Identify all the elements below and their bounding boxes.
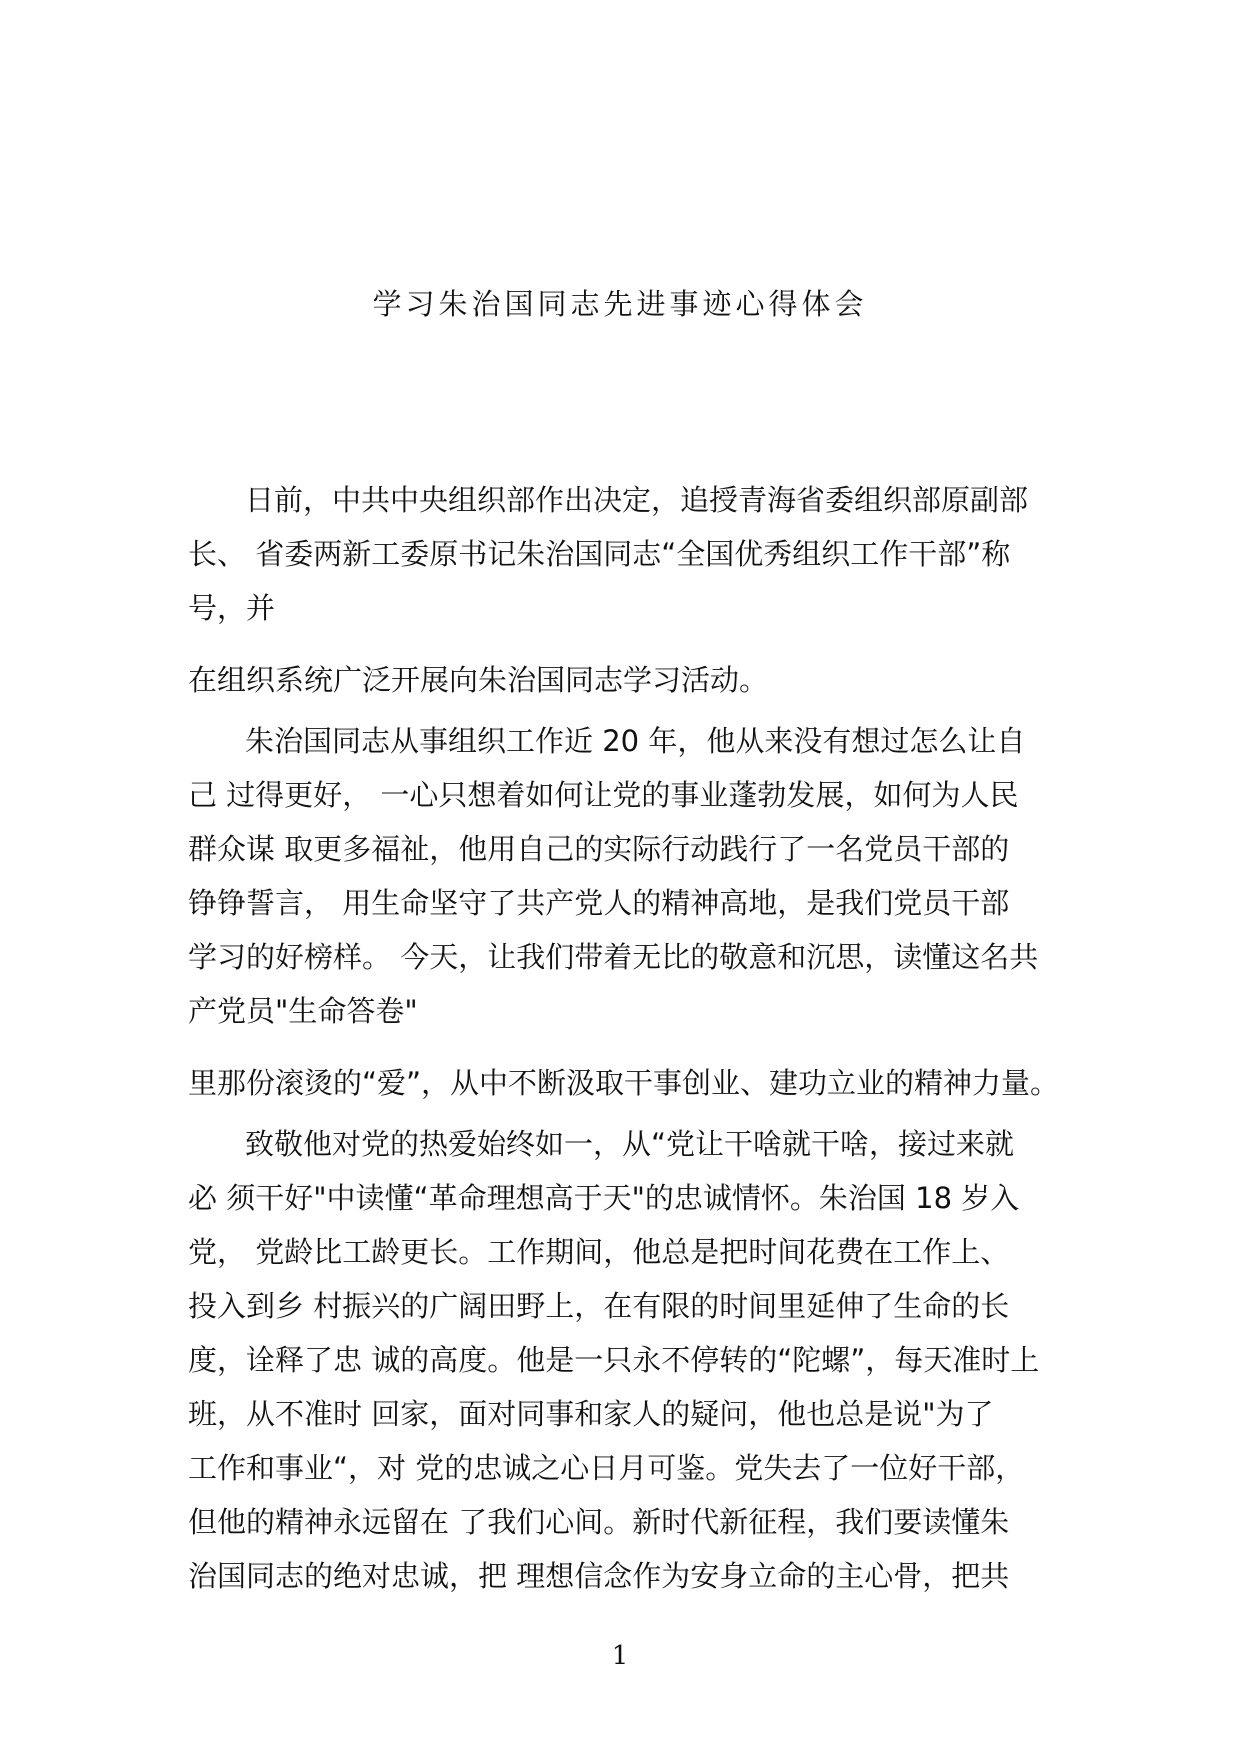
paragraph-line: 长、 省委两新工委原书记朱治国同志“全国优秀组织工作干部”称 (188, 537, 1011, 571)
paragraph-line: 产党员"生命答卷" (188, 994, 418, 1028)
paragraph-line: 度，诠释了忠 诚的高度。他是一只永不停转的“陀螺”，每天准时上 (188, 1343, 1040, 1377)
paragraph-line: 己 过得更好， 一心只想着如何让党的事业蓬勃发展，如何为人民 (188, 778, 1019, 812)
paragraph-line: 党， 党龄比工龄更长。工作期间，他总是把时间花费在工作上、 (188, 1235, 1010, 1269)
paragraph-line: 铮铮誓言， 用生命坚守了共产党人的精神高地，是我们党员干部 (188, 886, 1010, 920)
paragraph-line: 必 须干好"中读懂“革命理想高于天"的忠诚情怀。朱治国 18 岁入 (188, 1181, 1020, 1215)
paragraph-line: 朱治国同志从事组织工作近 20 年，他从来没有想过怎么让自 (245, 724, 1026, 758)
paragraph-line: 日前，中共中央组织部作出决定，追授青海省委组织部原副部 (245, 483, 1029, 517)
paragraph-line: 里那份滚烫的“爱”，从中不断汲取干事创业、建功立业的精神力量。 (188, 1066, 1060, 1100)
paragraph-line: 但他的精神永远留在 了我们心间。新时代新征程，我们要读懂朱 (188, 1505, 1010, 1539)
paragraph-line: 工作和事业“，对 党的忠诚之心日月可鉴。党失去了一位好干部， (188, 1451, 1025, 1485)
paragraph-line: 致敬他对党的热爱始终如一，从“党让干啥就干啥，接过来就 (245, 1127, 1015, 1161)
paragraph-line: 群众谋 取更多福祉，他用自己的实际行动践行了一名党员干部的 (188, 832, 1010, 866)
paragraph-line: 号，并 (188, 591, 276, 625)
paragraph-line: 在组织系统广泛开展向朱治国同志学习活动。 (188, 663, 769, 697)
document-title: 学习朱治国同志先进事迹心得体会 (372, 287, 868, 321)
paragraph-line: 班，从不准时 回家，面对同事和家人的疑问，他也总是说"为了 (188, 1397, 994, 1431)
paragraph-line: 投入到乡 村振兴的广阔田野上，在有限的时间里延伸了生命的长 (188, 1289, 1010, 1323)
page-number: 1 (611, 1641, 629, 1671)
paragraph-line: 学习的好榜样。 今天，让我们带着无比的敬意和沉思，读懂这名共 (188, 940, 1039, 974)
paragraph-line: 治国同志的绝对忠诚，把 理想信念作为安身立命的主心骨，把共 (188, 1559, 1010, 1593)
